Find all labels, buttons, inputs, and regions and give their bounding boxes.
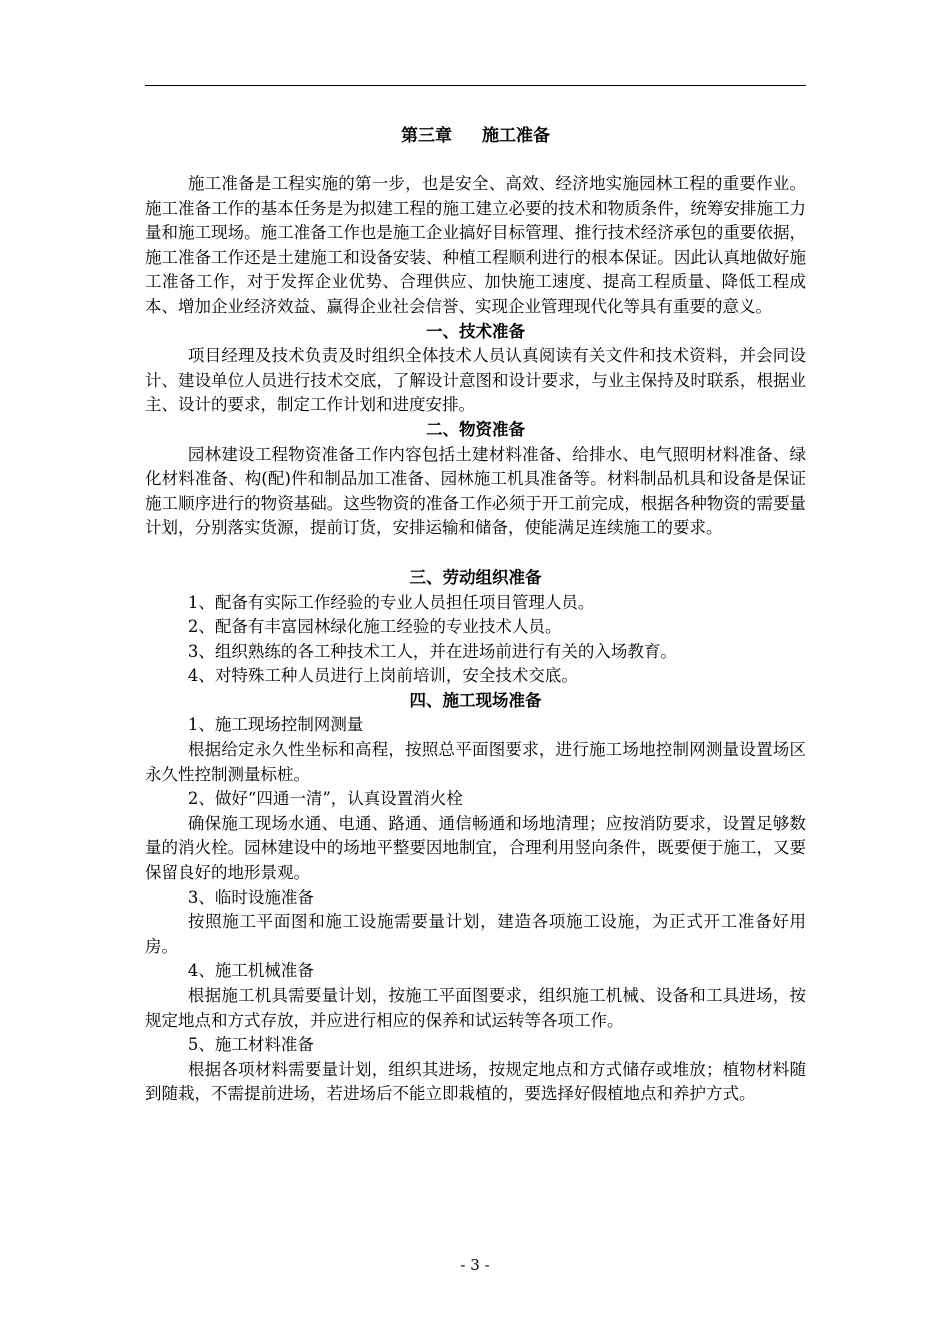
page-number: - 3 - — [460, 1256, 490, 1274]
page-content — [145, 120, 806, 1107]
subsection-text: 确保施工现场水通、电通、路通、通信畅通和场地清理；应按消防要求，设置足够数量的消火栓。园林建设中的场地平整要因地制宜，合理利用竖向条件，既要便于施工，又要保留良好的地形景观。 — [145, 813, 806, 883]
list-item: 4、对特殊工种人员进行上岗前培训，安全技术交底。 — [187, 666, 578, 686]
section-heading-labor: 三、劳动组织准备 — [409, 567, 542, 587]
chapter-title — [145, 120, 806, 152]
section-heading-materials: 二、物资准备 — [426, 419, 525, 439]
section-text-materials: 园林建设工程物资准备工作内容包括土建材料准备、给排水、电气照明材料准备、绿化材料准备、构(配)件和制品加工准备、园林施工机具准备等。材料制品机具和设备是保证施工顺序进行的物资基础。这些物资的准备工作必须于开工前完成，根据各种物资的需要量计划，分别落实货源，提前订货，安排运输和储备，使能满足连续施工的要求。 — [145, 444, 806, 538]
list-item: 3、组织熟练的各工种技术工人，并在进场前进行有关的入场教育。 — [187, 641, 677, 661]
subsection-title: 1、施工现场控制网测量 — [187, 715, 364, 735]
intro-paragraph: 施工准备是工程实施的第一步，也是安全、高效、经济地实施园林工程的重要作业。施工准备工作的基本任务是为拟建工程的施工建立必要的技术和物质条件，统筹安排施工力量和施工现场。施工准备工作也是施工企业搞好目标管理、推行技术经济承包的重要依据，施工准备工作还是土建施工和设备安装、种植工程顺利进行的根本保证。因此认真地做好施工准备工作，对于发挥企业优势、合理供应、加快施工速度、提高工程质量、降低工程成本、增加企业经济效益、赢得企业社会信誉、实现企业管理现代化等具有重要的意义。 — [145, 174, 806, 316]
section-heading-technical: 一、技术准备 — [426, 321, 525, 341]
subsection-title: 2、做好“四通一清”，认真设置消火栓 — [187, 789, 463, 809]
subsection-text: 根据各项材料需要量计划，组织其进场，按规定地点和方式储存或堆放；植物材料随到随栽，不需提前进场，若进场后不能立即栽植的，要选择好假植地点和养护方式。 — [145, 1059, 806, 1104]
subsection-title: 3、临时设施准备 — [187, 887, 314, 907]
subsection-text: 根据给定永久性坐标和高程，按照总平面图要求，进行施工场地控制网测量设置场区永久性控制测量标桩。 — [145, 740, 806, 784]
list-item: 1、配备有实际工作经验的专业人员担任项目管理人员。 — [187, 592, 595, 612]
subsection-title: 5、施工材料准备 — [187, 1035, 314, 1055]
subsection-title: 4、施工机械准备 — [187, 961, 314, 981]
header-rule — [145, 85, 806, 86]
section-text-technical: 项目经理及技术负责及时组织全体技术人员认真阅读有关文件和技术资料，并会同设计、建设单位人员进行技术交底，了解设计意图和设计要求，与业主保持及时联系，根据业主、设计的要求，制定工作计划和进度安排。 — [145, 346, 806, 415]
section-heading-site: 四、施工现场准备 — [409, 690, 542, 710]
chapter-number: 第三章 — [401, 126, 452, 146]
list-item: 2、配备有丰富园林绿化施工经验的专业技术人员。 — [187, 617, 562, 637]
chapter-name: 施工准备 — [482, 126, 550, 146]
subsection-text: 按照施工平面图和施工设施需要量计划，建造各项施工设施，为正式开工准备好用房。 — [145, 912, 806, 956]
subsection-text: 根据施工机具需要量计划，按施工平面图要求，组织施工机械、设备和工具进场，按规定地点和方式存放，并应进行相应的保养和试运转等各项工作。 — [145, 986, 806, 1030]
